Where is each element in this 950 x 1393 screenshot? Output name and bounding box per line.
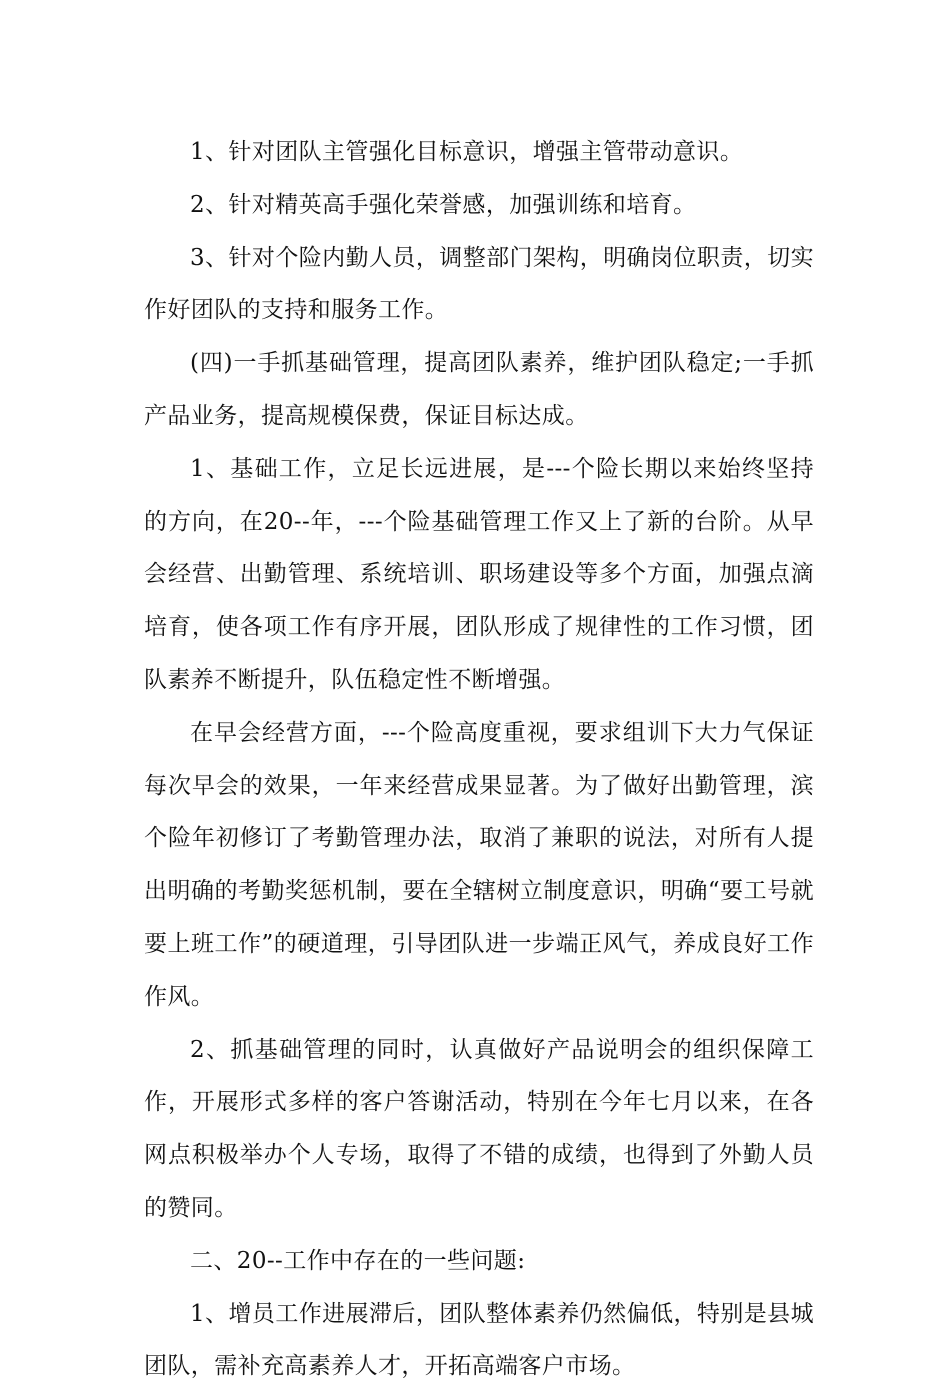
paragraph-8: 1、增员工作进展滞后，团队整体素养仍然偏低，特别是县城团队，需补充高素养人才，开拓高端客户市场。 — [144, 1300, 814, 1380]
paragraph-7: 2、抓基础管理的同时，认真做好产品说明会的组织保障工作，开展形式多样的客户答谢活动，特别在今年七月以来，在各网点积极举办个人专场，取得了不错的成绩，也得到了外勤人员的赞同。 — [144, 1036, 814, 1221]
paragraph-2: 2、针对精英高手强化荣誉感，加强训练和培育。 — [190, 191, 697, 218]
paragraph-1: 1、针对团队主管强化目标意识，增强主管带动意识。 — [190, 139, 744, 165]
paragraph-5: 1、基础工作，立足长远进展，是---个险长期以来始终坚持的方向，在20--年，---个险基础管理工作又上了新的台阶。从早会经营、出勤管理、系统培训、职场建设等多个方面，加强点滴培育，使各项工作有序开展，团队形成了规律性的工作习惯，团队素养不断提升，队伍稳定性不断增强。 — [144, 455, 814, 693]
paragraph-3: 3、针对个险内勤人员，调整部门架构，明确岗位职责，切实作好团队的支持和服务工作。 — [144, 244, 814, 324]
paragraph-6: 在早会经营方面，---个险高度重视，要求组训下大力气保证每次早会的效果，一年来经营成果显著。为了做好出勤管理，滨个险年初修订了考勤管理办法，取消了兼职的说法，对所有人提出明确的考勤奖惩机制，要在全辖树立制度意识，明确“要工号就要上班工作”的硬道理，引导团队进一步端正风气，养成良好工作作风。 — [144, 719, 814, 1010]
document-body — [144, 126, 814, 1393]
paragraph-4: (四)一手抓基础管理，提高团队素养，维护团队稳定;一手抓产品业务，提高规模保费，保证目标达成。 — [144, 350, 814, 429]
section-heading: 二、20--工作中存在的一些问题: — [190, 1247, 526, 1274]
